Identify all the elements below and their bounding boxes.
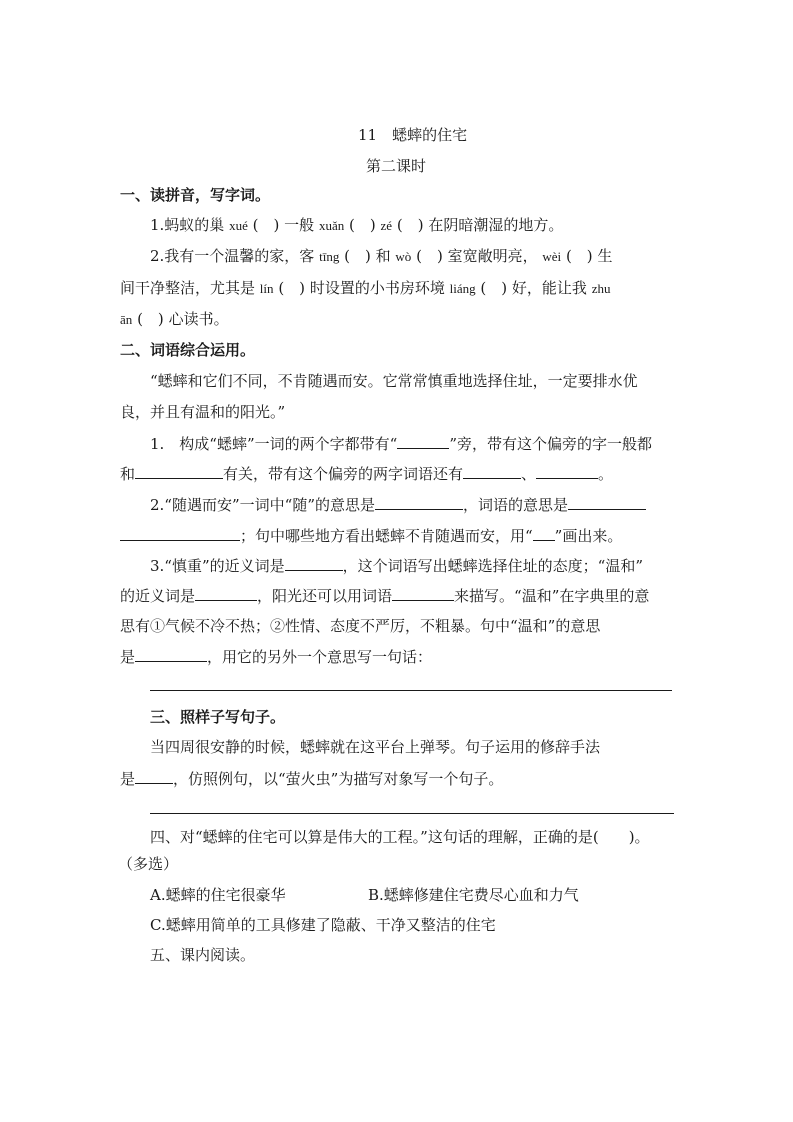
answer-blank[interactable]: [392, 584, 454, 601]
text: 3.“慎重”的近义词是: [150, 557, 285, 575]
answer-paren[interactable]: ( ): [416, 247, 443, 265]
answer-line[interactable]: [150, 813, 674, 814]
s2-quote-line2: 良，并且有温和的阳光。”: [120, 403, 286, 421]
text: 2.我有一个温馨的家，客: [150, 247, 315, 265]
pinyin: xuǎn: [318, 218, 345, 233]
text: 。: [598, 465, 614, 483]
answer-blank[interactable]: [120, 524, 240, 541]
s2-q1-line1: [150, 432, 652, 455]
s2-q3-line3: 思有①气候不冷不热；②性情、态度不严厉，不粗暴。句中“温和”的意思: [120, 617, 601, 635]
answer-blank[interactable]: [285, 554, 343, 571]
s2-quote-line1: “蟋蟀和它们不同，不肯随遇而安。它常常慎重地选择住址，一定要排水优: [150, 372, 638, 390]
text: 和: [120, 465, 136, 483]
text: 时设置的小书房环境: [309, 279, 445, 297]
s2-q3-line4: [120, 645, 432, 668]
answer-blank[interactable]: [463, 462, 521, 479]
page-title: 11 蟋蟀的住宅: [358, 126, 468, 144]
pinyin: xué: [229, 218, 248, 233]
text: 1.蚂蚁的巢: [150, 216, 225, 234]
answer-blank[interactable]: [533, 524, 555, 541]
pinyin: liáng: [449, 281, 476, 296]
pinyin: tīng: [319, 249, 340, 264]
answer-blank[interactable]: [195, 584, 257, 601]
text: 生: [597, 247, 613, 265]
text: 心读书。: [168, 310, 229, 328]
answer-paren[interactable]: ( ): [278, 279, 306, 297]
page-subtitle: 第二课时: [366, 157, 427, 175]
text: 是: [120, 648, 136, 666]
text: 室宽敞明亮，: [447, 247, 538, 265]
s2-q3-line1: [150, 554, 643, 577]
answer-paren[interactable]: ( ): [480, 279, 508, 297]
text: ，词语的意思是: [463, 496, 569, 514]
pinyin: zé: [380, 218, 393, 233]
answer-blank[interactable]: [536, 462, 598, 479]
pinyin: ān: [120, 312, 133, 327]
text: 间干净整洁，尤其是: [120, 279, 256, 297]
text: 的近义词是: [120, 587, 196, 605]
section-3-heading: 三、照样子写句子。: [150, 708, 286, 726]
answer-paren[interactable]: ( ): [344, 247, 371, 265]
answer-blank[interactable]: [135, 767, 173, 784]
text: 在阴暗潮湿的地方。: [428, 216, 564, 234]
section-5-heading: 五、课内阅读。: [150, 946, 256, 964]
text: ，仿照例句，以“萤火虫”为描写对象写一个句子。: [173, 770, 504, 788]
s1-q2-line2: [120, 277, 610, 300]
s1-q1: [150, 214, 563, 237]
s2-q1-line2: [120, 462, 613, 485]
text: 一般: [284, 216, 315, 234]
text: 好，能让我: [511, 279, 587, 297]
text: ”旁，带有这个偏旁的字一般都: [449, 435, 652, 453]
section-2-heading: 二、词语综合运用。: [120, 341, 256, 359]
text: ”画出来。: [554, 527, 623, 545]
s4-question: 四、对“蟋蟀的住宅可以算是伟大的工程。”这句话的理解，正确的是( )。: [150, 828, 650, 846]
text: 有关，带有这个偏旁的两字词语还有: [223, 465, 464, 483]
answer-blank[interactable]: [375, 493, 463, 510]
answer-blank[interactable]: [135, 462, 223, 479]
answer-paren[interactable]: ( ): [137, 310, 164, 328]
text: ，这个词语写出蟋蟀选择住址的态度；“温和”: [342, 557, 643, 575]
option-b[interactable]: B.蟋蟀修建住宅费尽心血和力气: [368, 886, 579, 904]
section-1-heading: 一、读拼音，写字词。: [120, 186, 271, 204]
answer-blank[interactable]: [135, 645, 207, 662]
text: ，用它的另外一个意思写一句话：: [207, 648, 433, 666]
text: 2.“随遇而安”一词中“随”的意思是: [150, 496, 375, 514]
text: 来描写。“温和”在字典里的意: [454, 587, 650, 605]
s2-q2-line1: [150, 493, 646, 516]
text: 和: [375, 247, 391, 265]
option-c[interactable]: C.蟋蟀用简单的工具修建了隐蔽、干净又整洁的住宅: [150, 916, 496, 934]
text: 是: [120, 770, 136, 788]
pinyin: wò: [395, 249, 412, 264]
s1-q2-line1: [150, 245, 612, 268]
s3-line1: 当四周很安静的时候，蟋蟀就在这平台上弹琴。句子运用的修辞手法: [150, 738, 601, 756]
answer-blank[interactable]: [568, 493, 646, 510]
s3-line2: [120, 767, 503, 790]
text: 1. 构成“蟋蟀”一词的两个字都带有“: [150, 435, 398, 453]
pinyin: lín: [259, 281, 274, 296]
answer-paren[interactable]: ( ): [565, 247, 593, 265]
option-a[interactable]: A.蟋蟀的住宅很豪华: [150, 886, 286, 904]
answer-paren[interactable]: ( ): [252, 216, 280, 234]
pinyin: wèi: [542, 249, 562, 264]
s4-multi-select-note: （多选）: [118, 855, 179, 873]
text: 、: [521, 465, 537, 483]
pinyin: zhu: [591, 281, 611, 296]
s1-q2-line3: [120, 308, 229, 331]
text: ；句中哪些地方看出蟋蟀不肯随遇而安，用“: [240, 527, 533, 545]
s2-q3-line2: [120, 584, 649, 607]
answer-line[interactable]: [150, 690, 672, 691]
s2-q2-line2: [120, 524, 622, 547]
answer-paren[interactable]: ( ): [349, 216, 376, 234]
text: ，阳光还可以用词语: [257, 587, 393, 605]
answer-blank[interactable]: [397, 432, 449, 449]
answer-paren[interactable]: ( ): [396, 216, 424, 234]
